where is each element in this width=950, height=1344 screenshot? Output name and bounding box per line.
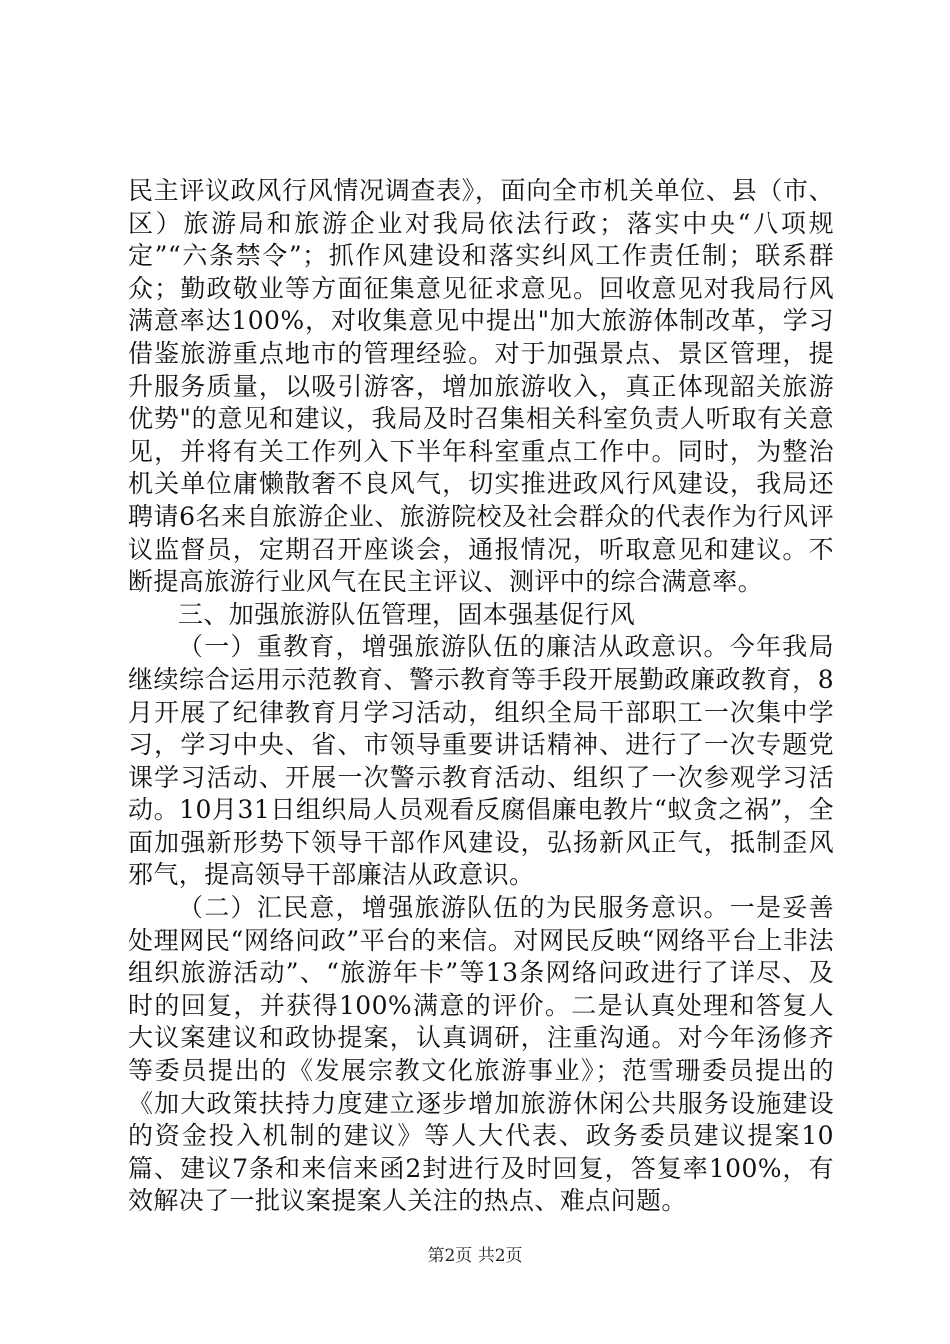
section-heading: 三、加强旅游队伍管理，固本强基促行风 [178, 599, 636, 629]
paragraph-education: （一）重教育，增强旅游队伍的廉洁从政意识。今年我局继续综合运用示范教育、警示教育等手段开展勤政廉政教育，8月开展了纪律教育月学习活动，组织全局干部职工一次集中学习，学习中央、省、市领导重要讲话精神、进行了一次专题党课学习活动、开展一次警示教育活动、组织了一次参观学习活动。10月31日组织局人员观看反腐倡廉电教片“蚁贪之祸”，全面加强新形势下领导干部作风建设，弘扬新风正气，抵制歪风邪气，提高领导干部廉洁从政意识。 [128, 632, 834, 890]
page-number-footer: 第2页 共2页 [427, 1246, 523, 1266]
paragraph-public-opinion: （二）汇民意，增强旅游队伍的为民服务意识。一是妥善处理网民“网络问政”平台的来信。对网民反映“网络平台上非法组织旅游活动”、“旅游年卡”等13条网络问政进行了详尽、及时的回复，并获得100%满意的评价。二是认真处理和答复人大议案建议和政协提案，认真调研，注重沟通。对今年汤修齐等委员提出的《发展宗教文化旅游事业》；范雪珊委员提出的《加大政策扶持力度建立逐步增加旅游休闲公共服务设施建设的资金投入机制的建议》等人大代表、政务委员建议提案10篇、建议7条和来信来函2封进行及时回复，答复率100%，有效解决了一批议案提案人关注的热点、难点问题。 [128, 893, 834, 1216]
document-body [128, 175, 834, 1218]
paragraph-continuation: 民主评议政风行风情况调查表》，面向全市机关单位、县（市、区）旅游局和旅游企业对我局依法行政；落实中央“八项规定”“六条禁令”；抓作风建设和落实纠风工作责任制；联系群众；勤政敬业等方面征集意见征求意见。回收意见对我局行风满意率达100%，对收集意见中提出"加大旅游体制改革，学习借鉴旅游重点地市的管理经验。对于加强景点、景区管理，提升服务质量，以吸引游客，增加旅游收入，真正体现韶关旅游优势"的意见和建议，我局及时召集相关科室负责人听取有关意见，并将有关工作列入下半年科室重点工作中。同时，为整治机关单位庸懒散奢不良风气，切实推进政风行风建设，我局还聘请6名来自旅游企业、旅游院校及社会群众的代表作为行风评议监督员，定期召开座谈会，通报情况，听取意见和建议。不断提高旅游行业风气在民主评议、测评中的综合满意率。 [128, 176, 834, 597]
